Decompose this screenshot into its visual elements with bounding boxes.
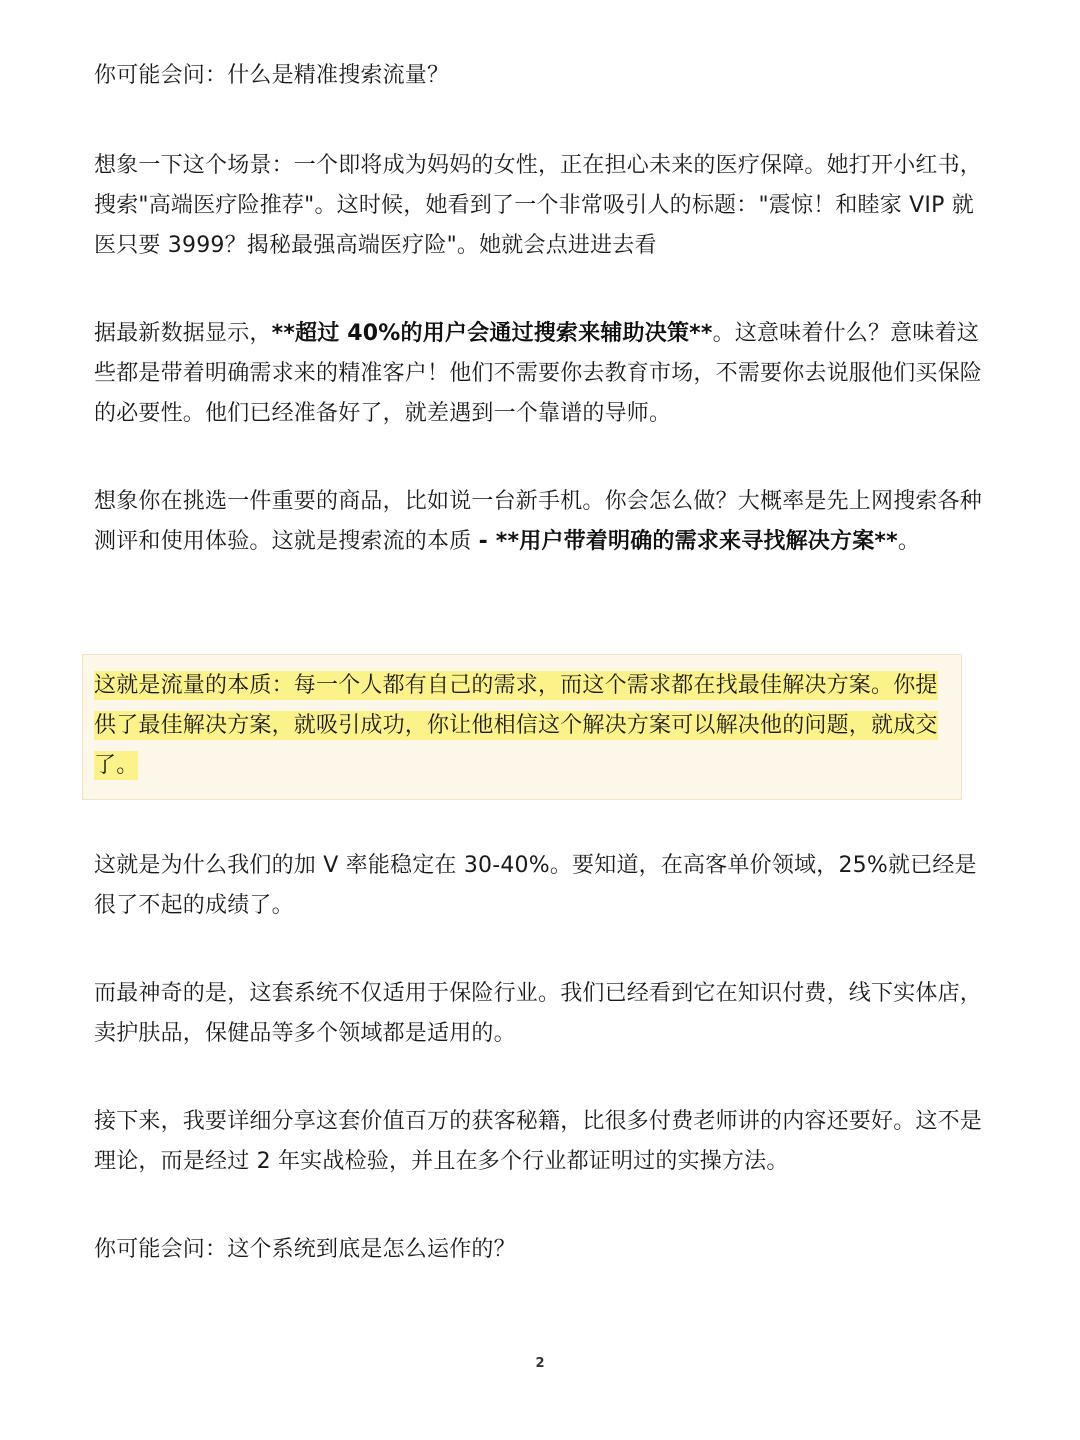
callout-highlight: 这就是流量的本质：每一个人都有自己的需求，而这个需求都在找最佳解决方案。你提供了最佳解决方案，就吸引成功，你让他相信这个解决方案可以解决他的问题，就成交了。 — [94, 673, 938, 778]
paragraph-search-data — [94, 314, 984, 434]
paragraph-phone-example — [94, 482, 984, 562]
page-number: 2 — [535, 1356, 545, 1371]
paragraph-industries: 而最神奇的是，这套系统不仅适用于保险行业。我们已经看到它在知识付费，线下实体店，卖护肤品，保健品等多个领域都是适用的。 — [94, 981, 983, 1046]
paragraph-share-method: 接下来，我要详细分享这套价值百万的获客秘籍，比很多付费老师讲的内容还要好。这不是理论，而是经过 2 年实战检验，并且在多个行业都证明过的实操方法。 — [94, 1109, 983, 1174]
paragraph-phone-example-lead: 想象你在挑选一件重要的商品，比如说一台新手机。你会怎么做？大概率是先上网搜索各种测评和使用体验。这就是搜索流的本质 — [94, 489, 983, 554]
paragraph-conversion-rate: 这就是为什么我们的加 V 率能稳定在 30-40%。要知道，在高客单价领域，25%就已经是很了不起的成绩了。 — [94, 853, 977, 918]
paragraph-scenario: 想象一下这个场景：一个即将成为妈妈的女性，正在担心未来的医疗保障。她打开小红书，搜索"高端医疗险推荐"。这时候，她看到了一个非常吸引人的标题："震惊！和睦家 VIP 就医只要 3999？揭秘最强高端医疗险"。她就会点进进去看 — [94, 153, 983, 258]
callout-text — [94, 666, 954, 786]
paragraph-question-precise-traffic: 你可能会问：什么是精准搜索流量？ — [94, 63, 450, 88]
paragraph-search-data-lead: 据最新数据显示， — [94, 321, 272, 346]
paragraph-search-data-bold: **超过 40%的用户会通过搜索来辅助决策** — [271, 321, 713, 346]
paragraph-phone-example-rest: 。 — [897, 529, 921, 554]
paragraph-phone-example-bold: - **用户带着明确的需求来寻找解决方案** — [478, 529, 898, 554]
paragraph-search-data-rest: 。这意味着什么？意味着这些都是带着明确需求来的精准客户！他们不需要你去教育市场，不需要你去说服他们买保险的必要性。他们已经准备好了，就差遇到一个靠谱的导师。 — [94, 321, 983, 426]
paragraph-question-how-it-works: 你可能会问：这个系统到底是怎么运作的？ — [94, 1237, 516, 1262]
